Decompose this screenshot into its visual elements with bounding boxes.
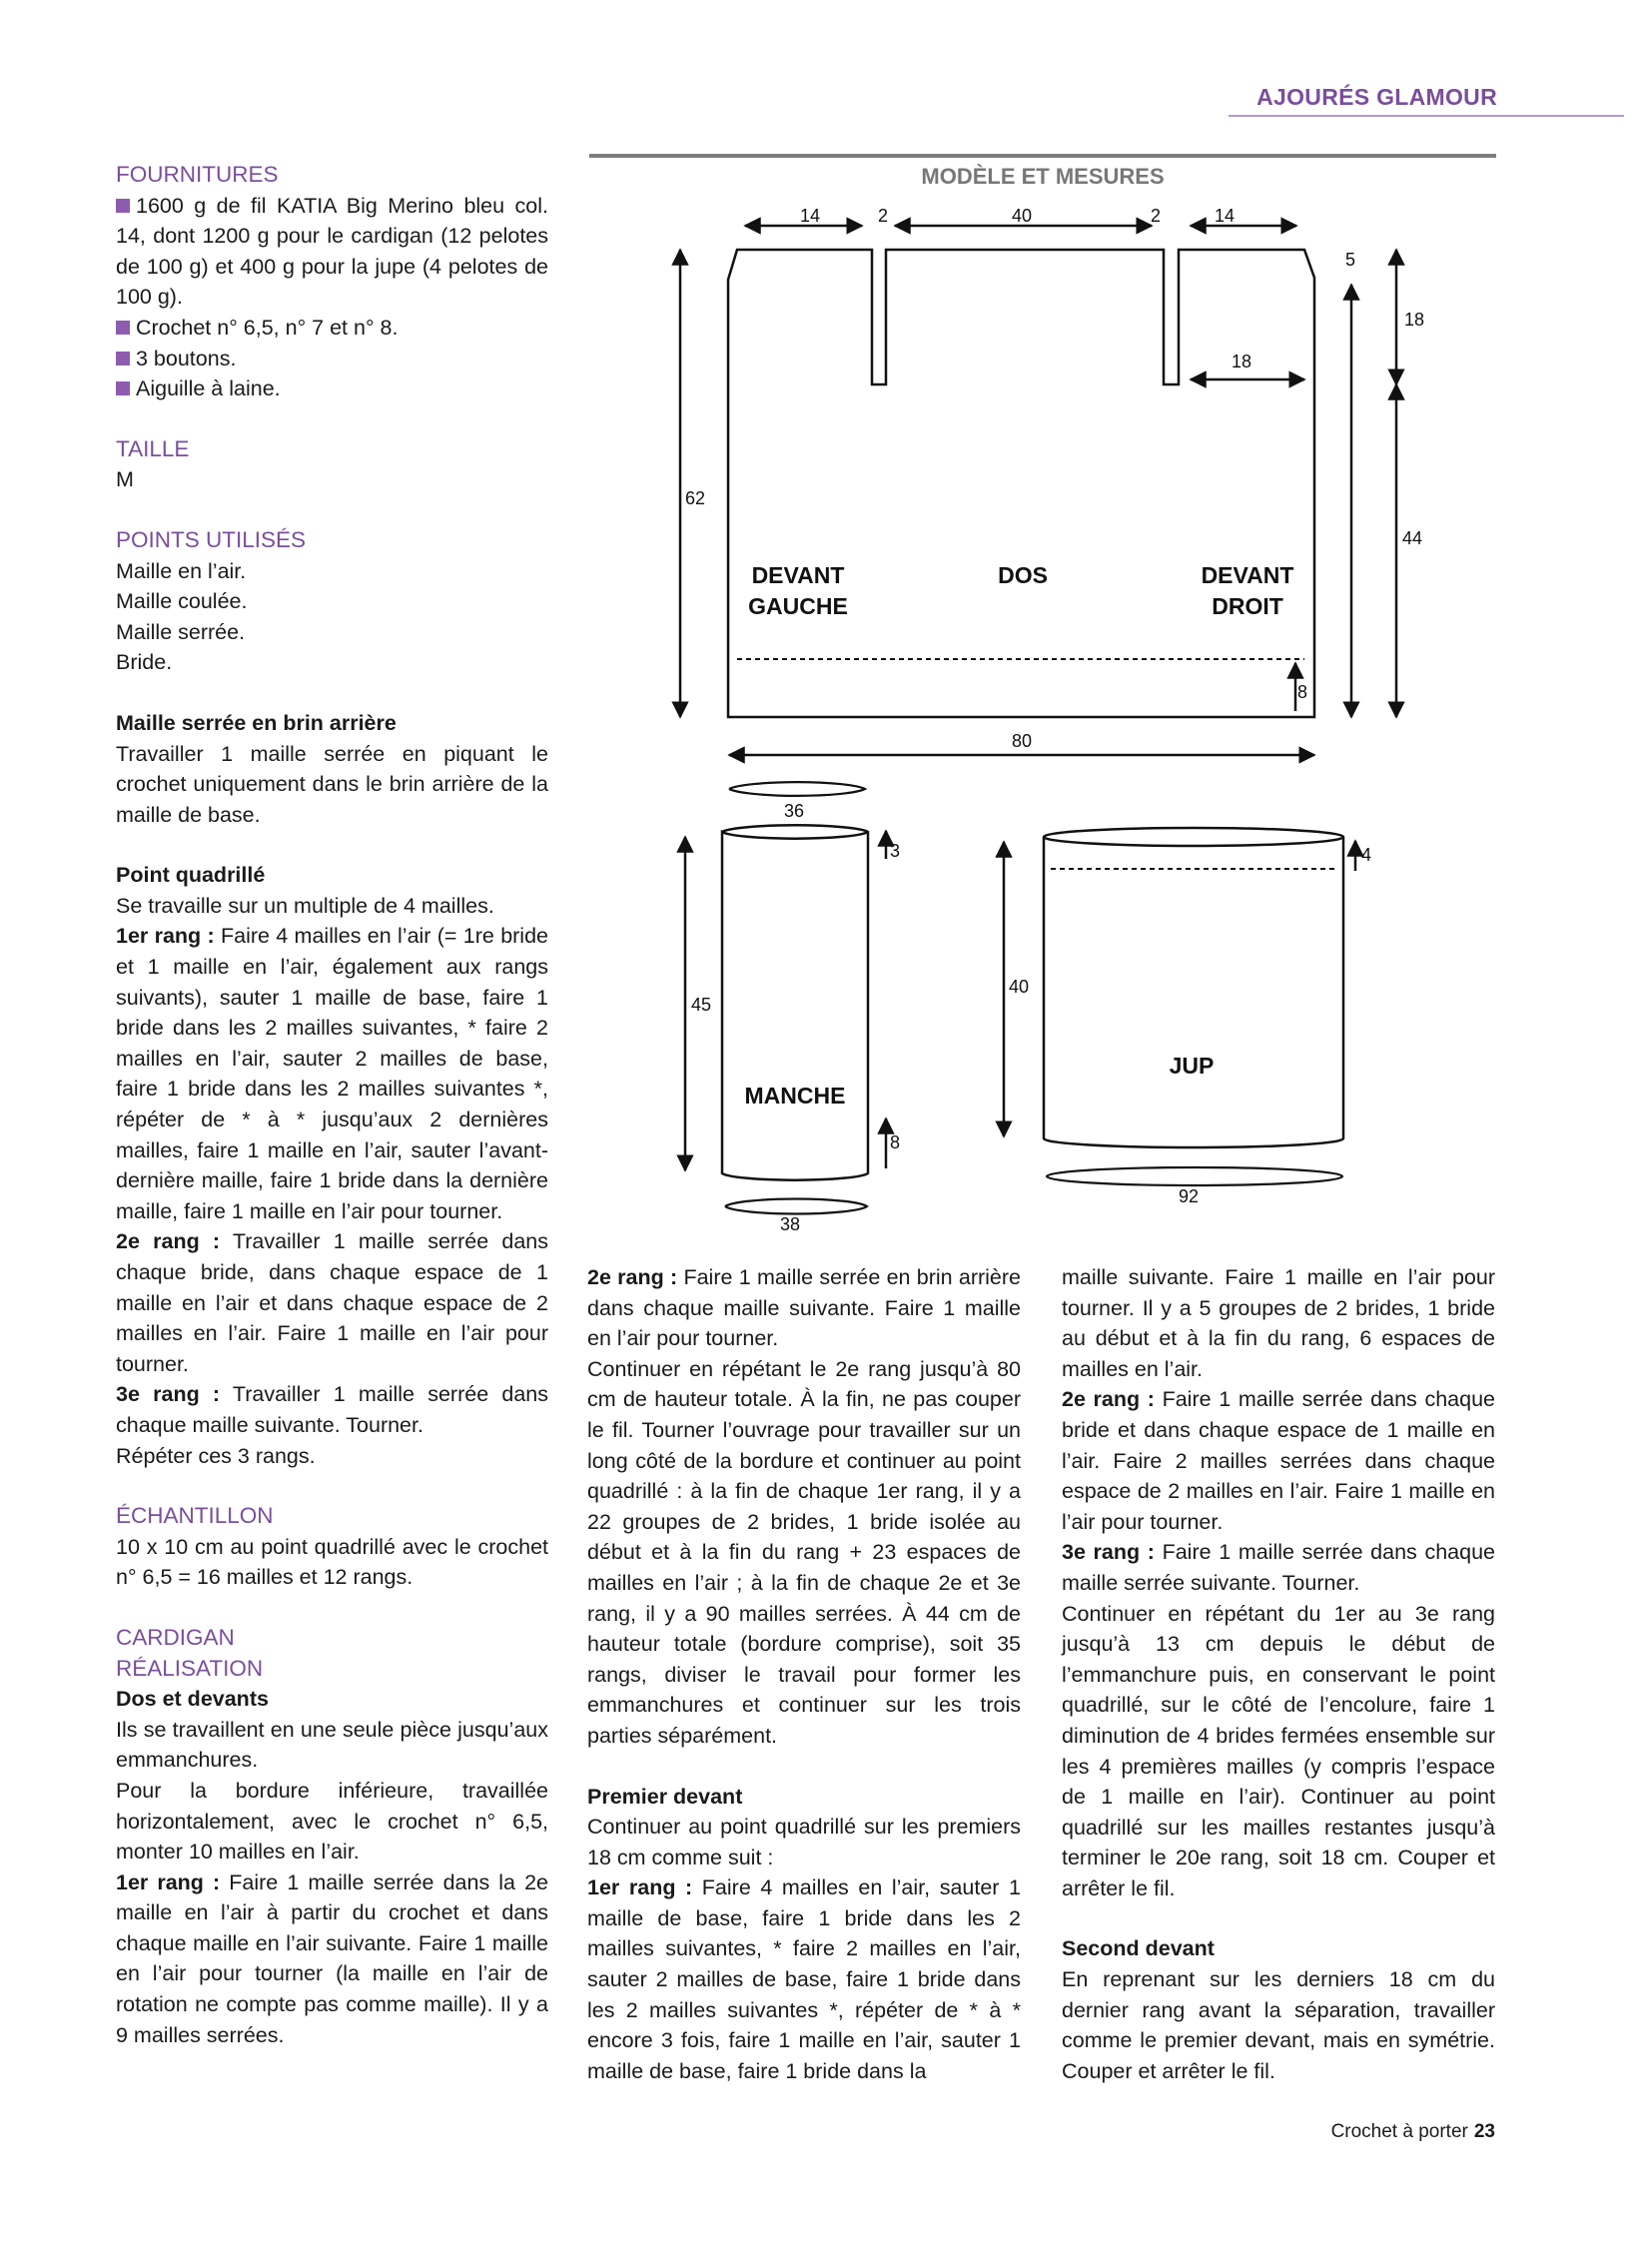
measure-2-right: 2 [1151, 206, 1162, 226]
measure-14-right: 14 [1215, 206, 1236, 226]
taille-value: M [116, 467, 134, 492]
quadrille-row-3: 3e rang : Travailler 1 maille serrée dans chaque maille suivante. Tourner. [116, 1382, 548, 1437]
label-manche: MANCHE [744, 1083, 846, 1109]
point-item: Maille en l’air. [116, 558, 247, 583]
measure-62: 62 [685, 488, 706, 508]
measure-18-right: 18 [1404, 310, 1425, 330]
point-item: Maille coulée. [116, 589, 248, 614]
middle-row-2: 2e rang : Faire 1 maille serrée en brin arrière dans chaque maille suivante. Faire 1 maille en l’air pour tourner. [587, 1265, 1021, 1351]
label-devant-droit-1: DEVANT [1201, 562, 1294, 588]
measure-8-band: 8 [1297, 682, 1308, 702]
fournitures-item-2: Crochet n° 6,5, n° 7 et n° 8. [116, 313, 548, 344]
body-piece-outline [728, 250, 1314, 717]
measure-45: 45 [691, 995, 712, 1015]
fournitures-item-4: Aiguille à laine. [116, 374, 548, 404]
magazine-name: Crochet à porter [1330, 2121, 1468, 2142]
right-row-2: 2e rang : Faire 1 maille serrée dans chaque bride et dans chaque espace de 1 maille en l’air. Faire 2 mailles serrées dans chaque espace de 2 mailles en l’air. Faire 1 maille en l’air pour tourner. [1062, 1387, 1495, 1534]
measure-2-left: 2 [878, 206, 889, 226]
label-devant-gauche-2: GAUCHE [748, 593, 848, 619]
measure-36: 36 [784, 801, 805, 821]
arrow-sleeve-36-loop [729, 782, 865, 796]
right-column [1062, 1262, 1495, 2086]
fournitures-item-1: 1600 g de fil KATIA Big Merino bleu col. 14, dont 1200 g pour le cardigan (12 pelotes de 100 g) et 400 g pour la jupe (4 pelotes de 100 g). [116, 193, 548, 310]
taille-title: TAILLE [116, 435, 190, 461]
skirt-outline [1044, 828, 1343, 1147]
quadrille-title: Point quadrillé [116, 863, 266, 888]
measure-4: 4 [1361, 845, 1372, 865]
quadrille-repeat: Répéter ces 3 rangs. [116, 1443, 316, 1468]
measure-44: 44 [1402, 528, 1423, 548]
cardigan-p1: Ils se travaillent en une seule pièce jusqu’aux emmanchures. [116, 1717, 548, 1773]
quadrille-row-1: 1er rang : Faire 4 mailles en l’air (= 1re bride et 1 maille en l’air, également aux rangs suivants), sauter 1 maille de base, faire 1 bride dans les 2 mailles suivantes, * faire 2 mailles en l’air, sauter 2 mailles de base, faire 1 bride dans les 2 mailles suivantes *, répéter de * à * jusqu’aux 2 dernières mailles, faire 1 maille en l’air, sauter l’avant-dernière maille, faire 1 bride dans la dernière maille, faire 1 maille en l’air pour tourner. [116, 924, 549, 1223]
quadrille-intro: Se travaille sur un multiple de 4 mailles. [116, 893, 494, 918]
measure-40: 40 [1012, 206, 1033, 226]
quadrille-row-2: 2e rang : Travailler 1 maille serrée dans chaque bride, dans chaque espace de 1 maille en l’air et dans chaque espace de 2 mailles en l’air. Faire 1 maille en l’air pour tourner. [116, 1229, 548, 1376]
measure-92: 92 [1179, 1186, 1200, 1206]
page-footer [1331, 2121, 1495, 2143]
cardigan-title: CARDIGAN [116, 1624, 235, 1650]
measure-8-sleeve: 8 [890, 1132, 901, 1152]
point-item: Bride. [116, 650, 173, 675]
section-header-title: AJOURÉS GLAMOUR [1256, 84, 1497, 110]
diagram-title: MODÈLE ET MESURES [921, 164, 1165, 189]
sleeve-outline [722, 825, 868, 1179]
label-jupe: JUP [1169, 1053, 1215, 1079]
cardigan-p2: Pour la bordure inférieure, travaillée horizontalement, avec le crochet n° 6,5, monter 10 mailles en l’air. [116, 1778, 548, 1865]
measure-80: 80 [1012, 731, 1033, 751]
measure-3: 3 [890, 841, 901, 861]
msba-title: Maille serrée en brin arrière [116, 710, 397, 735]
measure-5: 5 [1345, 250, 1356, 270]
dos-devants-title: Dos et devants [116, 1687, 269, 1712]
msba-text: Travailler 1 maille serrée en piquant le crochet uniquement dans le brin arrière de la maille de base. [116, 741, 548, 827]
points-title: POINTS UTILISÉS [116, 526, 307, 552]
cardigan-row-1: 1er rang : Faire 1 maille serrée dans la 2e maille en l’air à partir du crochet et dans chaque maille en l’air suivante. Faire 1 maille en l’air pour tourner (la maille en l’air de rotation ne compte pas comme maille). Il y a 9 mailles serrées. [116, 1869, 549, 2047]
arrow-sleeve-38-loop [725, 1198, 867, 1213]
measure-18-inner: 18 [1232, 352, 1252, 372]
page-number: 23 [1473, 2121, 1495, 2142]
label-devant-droit-2: DROIT [1212, 593, 1283, 619]
arrow-skirt-92-loop [1047, 1167, 1342, 1185]
right-p2: Continuer en répétant du 1er au 3e rang jusqu’à 13 cm depuis le début de l’emmanchure puis, en conservant le point quadrillé, sur le côté de l’encolure, faire 1 diminution de 4 brides fermées ensemble sur les 4 premières mailles (y compris l’espace de 1 maille en l’air). Continuer au point quadrillé sur les mailles restantes jusqu’à terminer le 20e rang, soit 18 cm. Couper et arrêter le fil. [1062, 1601, 1495, 1900]
middle-p1: Continuer en répétant le 2e rang jusqu’à 80 cm de hauteur totale. À la fin, ne pas couper le fil. Tourner l’ouvrage pour travailler sur un long côté de la bordure et continuer au point quadrillé : à la fin de chaque 1er rang, il y a 22 groupes de 2 brides, 1 bride isolée au début et à la fin du rang + 23 espaces de mailles en l’air ; à la fin de chaque 2e et 3e rang, il y a 90 mailles serrées. À 44 cm de hauteur totale (bordure comprise), soit 35 rangs, diviser le travail pour former les emmanchures et continuer sur les trois parties séparément. [587, 1356, 1021, 1748]
measure-40-skirt: 40 [1009, 977, 1030, 997]
label-dos: DOS [998, 562, 1048, 588]
measure-14-left: 14 [800, 206, 821, 226]
right-row-3: 3e rang : Faire 1 maille serrée dans chaque maille serrée suivante. Tourner. [1062, 1540, 1495, 1595]
realisation-title: RÉALISATION [116, 1655, 264, 1681]
measure-38: 38 [780, 1214, 801, 1234]
fournitures-item-3: 3 boutons. [116, 344, 548, 374]
fournitures-title: FOURNITURES [116, 162, 279, 187]
premier-devant-title: Premier devant [587, 1784, 743, 1809]
premier-devant-row-1: 1er rang : Faire 4 mailles en l’air, sauter 1 maille de base, faire 1 bride dans les 2 mailles suivantes, * faire 2 mailles en l’air, sauter 2 mailles de base, faire 1 bride dans les 2 mailles suivantes *, répéter de * à * encore 3 fois, faire 1 maille en l’air, sauter 1 maille de base, faire 1 bride dans la [587, 1875, 1021, 2083]
right-p1: maille suivante. Faire 1 maille en l’air pour tourner. Il y a 5 groupes de 2 brides, 1 bride au début et à la fin du rang, 6 espaces de mailles en l’air. [1062, 1265, 1495, 1381]
label-devant-gauche-1: DEVANT [751, 562, 845, 588]
second-devant-text: En reprenant sur les derniers 18 cm du dernier rang avant la séparation, travailler comme le premier devant, mais en symétrie. Couper et arrêter le fil. [1062, 1967, 1495, 2083]
second-devant-title: Second devant [1062, 1936, 1215, 1961]
middle-column [587, 1262, 1021, 2086]
echantillon-text: 10 x 10 cm au point quadrillé avec le crochet n° 6,5 = 16 mailles et 12 rangs. [116, 1534, 548, 1590]
echantillon-title: ÉCHANTILLON [116, 1503, 274, 1529]
premier-devant-intro: Continuer au point quadrillé sur les premiers 18 cm comme suit : [587, 1815, 1021, 1869]
point-item: Maille serrée. [116, 619, 246, 644]
